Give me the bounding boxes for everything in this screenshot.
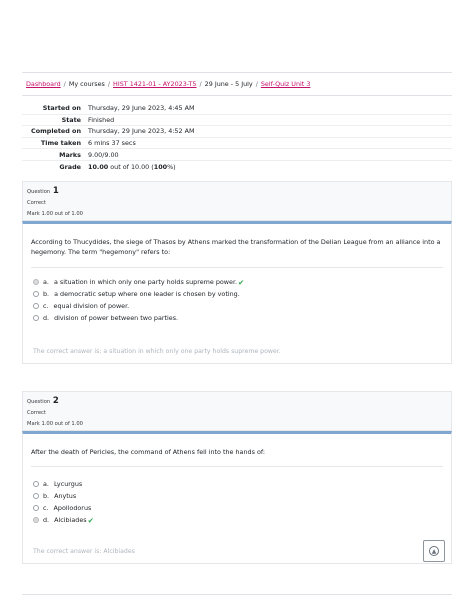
check-icon: ✔ <box>238 277 245 287</box>
summary-row-marks <box>22 149 452 161</box>
question-number <box>27 186 59 196</box>
breadcrumb-dashboard-link[interactable]: Dashboard <box>26 80 61 88</box>
answer-text: Alcibiades <box>54 516 87 524</box>
breadcrumb <box>26 80 310 88</box>
answer-text: a democratic setup where one leader is chosen by voting. <box>54 290 240 298</box>
answer-text: Apollodorus <box>53 504 92 512</box>
arrow-up-circle-icon: ▲ <box>429 546 439 556</box>
summary-row-time-taken <box>22 138 452 150</box>
correct-answer-feedback: The correct answer is: a situation in which only one party holds supreme power. <box>33 348 281 355</box>
question-word: Question <box>27 399 51 405</box>
summary-label: Time taken <box>40 139 81 148</box>
radio-button[interactable] <box>33 517 39 523</box>
breadcrumb-separator: / <box>255 80 258 88</box>
summary-value: 6 mins 37 secs <box>88 139 136 148</box>
radio-button[interactable] <box>33 481 39 487</box>
question-state: Correct <box>27 410 46 416</box>
breadcrumb-quiz-link[interactable]: Self-Quiz Unit 3 <box>260 80 311 88</box>
summary-row-started <box>22 103 452 115</box>
answer-option[interactable] <box>33 490 94 502</box>
question-number-value: 2 <box>52 396 59 406</box>
question-text: According to Thucydides, the siege of Thasos by Athens marked the transformation of the Delian League from an alliance into a hegemony. The term "hegemony" refers to: <box>31 238 441 257</box>
summary-row-completed <box>22 126 452 138</box>
summary-label: Started on <box>42 104 81 113</box>
summary-value: Finished <box>88 115 115 124</box>
answer-letter: a. <box>43 480 49 488</box>
grade-percent-suffix: %) <box>167 162 176 171</box>
answer-letter: b. <box>43 492 50 500</box>
attempt-summary-table <box>22 103 452 173</box>
radio-button[interactable] <box>33 315 39 321</box>
summary-value: Thursday, 29 June 2023, 4:52 AM <box>88 127 195 136</box>
answer-list <box>33 478 94 526</box>
grade-percent: 100 <box>153 162 168 171</box>
breadcrumb-separator: / <box>199 80 202 88</box>
summary-value: Thursday, 29 June 2023, 4:45 AM <box>88 104 195 113</box>
breadcrumb-separator: / <box>107 80 111 88</box>
answer-text: equal division of power. <box>53 302 130 310</box>
question-divider <box>31 466 443 467</box>
radio-button[interactable] <box>33 291 39 297</box>
radio-button[interactable] <box>33 493 39 499</box>
answer-text: Anytus <box>54 492 77 500</box>
answer-text: Lycurgus <box>53 480 83 488</box>
answer-letter: c. <box>43 504 49 512</box>
answer-text: division of power between two parties. <box>54 314 179 322</box>
question-mark: Mark 1.00 out of 1.00 <box>27 211 83 217</box>
summary-label: Marks <box>59 150 81 159</box>
question-word: Question <box>27 189 51 195</box>
answer-text: a situation in which only one party holds supreme power. <box>53 278 238 286</box>
radio-button[interactable] <box>33 505 39 511</box>
bottom-divider <box>22 594 452 595</box>
correct-answer-feedback: The correct answer is: Alcibiades <box>33 548 135 555</box>
question-text: After the death of Pericles, the command of Athens fell into the hands of: <box>31 448 266 456</box>
question-info <box>22 181 452 221</box>
answer-option[interactable] <box>33 478 94 490</box>
answer-option[interactable] <box>33 514 94 526</box>
question-state: Correct <box>27 200 46 206</box>
scroll-to-top-button[interactable] <box>423 540 445 562</box>
summary-value: 9.00/9.00 <box>88 150 119 159</box>
answer-option[interactable] <box>33 312 244 324</box>
question-content <box>22 431 452 564</box>
summary-value <box>88 163 176 171</box>
question-content <box>22 221 452 364</box>
answer-option[interactable] <box>33 276 244 288</box>
question-number-value: 1 <box>52 186 59 196</box>
answer-letter: a. <box>43 278 49 286</box>
radio-button[interactable] <box>33 279 39 285</box>
summary-row-grade <box>22 161 452 173</box>
answer-letter: d. <box>43 314 50 322</box>
answer-letter: c. <box>43 302 49 310</box>
breadcrumb-my-courses: My courses <box>68 80 105 88</box>
answer-option[interactable] <box>33 288 244 300</box>
answer-option[interactable] <box>33 502 94 514</box>
grade-score: 10.00 <box>88 162 109 171</box>
answer-letter: d. <box>43 516 50 524</box>
summary-label: Completed on <box>31 127 81 136</box>
breadcrumb-divider <box>22 95 452 96</box>
question-info <box>22 391 452 431</box>
grade-out-of: out of 10.00 ( <box>108 162 154 171</box>
check-icon: ✔ <box>87 515 94 525</box>
summary-label: Grade <box>59 162 81 171</box>
summary-label: State <box>61 115 81 124</box>
question-divider <box>31 267 443 268</box>
answer-option[interactable] <box>33 300 244 312</box>
breadcrumb-separator: / <box>63 80 66 88</box>
top-divider <box>22 72 452 73</box>
question-mark: Mark 1.00 out of 1.00 <box>27 421 83 427</box>
question-number <box>27 396 59 406</box>
breadcrumb-week: 29 June - 5 July <box>204 80 253 88</box>
radio-button[interactable] <box>33 303 39 309</box>
summary-row-state <box>22 115 452 127</box>
answer-letter: b. <box>43 290 50 298</box>
breadcrumb-course-link[interactable]: HIST 1421-01 - AY2023-T5 <box>113 80 197 88</box>
answer-list <box>33 276 244 324</box>
